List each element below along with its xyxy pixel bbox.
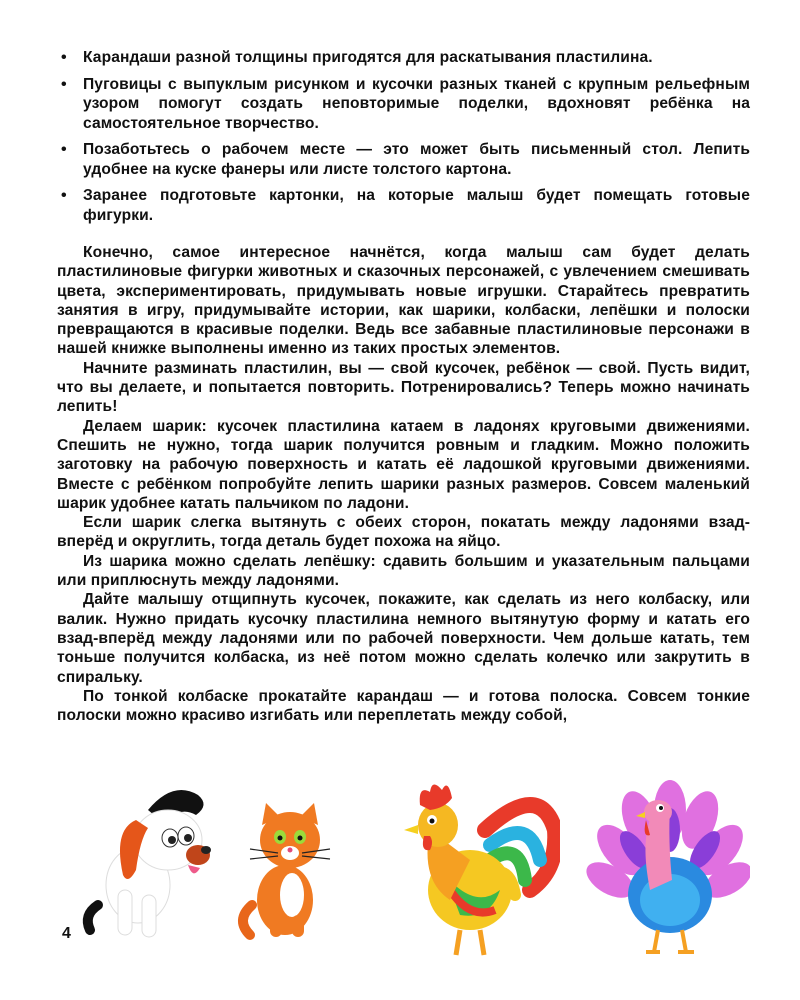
plasticine-cat-image [230,795,350,940]
paragraph: Делаем шарик: кусочек пластилина катаем в ладонях круговыми движениями. Спешить не нужно, тогда шарик получится ровным и гладким. Можно положить заготовку на рабочую поверхность и катать её ладошкой круговыми движениями. Вместе с ребёнком попробуйте лепить шарики разных размеров. Совсем маленький шарик удобнее катать пальчиком по ладони. [57,417,750,512]
page-text [57,48,750,725]
paragraph: Дайте малышу отщипнуть кусочек, покажите, как сделать из него колбаску, или валик. Нужно придать кусочку пластилина немного вытянутую форму и катать его взад-вперёд между ладонями или по рабочей поверхности. Чем дольше катать, тем тоньше получится колбаска, из неё потом можно сделать колечко или закрутить в спиральку. [57,591,750,686]
page-number: 4 [62,925,71,942]
list-item: • Заранее подготовьте картонки, на которые малыш будет помещать готовые фигурки. [57,186,750,225]
body-text [57,243,750,725]
plasticine-rooster-image [390,770,560,960]
plasticine-dog-image [78,780,228,940]
list-item: • Карандаши разной толщины пригодятся для раскатывания пластилина. [57,48,750,68]
plasticine-turkey-image [580,780,750,955]
paragraph: Если шарик слегка вытянуть с обеих сторон, покатать между ладонями взад-вперёд и округлить, тогда деталь будет похожа на яйцо. [57,514,750,551]
tips-list [57,48,750,225]
paragraph: Начните разминать пластилин, вы — свой кусочек, ребёнок — свой. Пусть видит, что вы делаете, и попытается повторить. Потренировались? Теперь можно начинать лепить! [57,359,750,416]
paragraph: Из шарика можно сделать лепёшку: сдавить большим и указательным пальцами или приплюснуть между ладонями. [57,552,750,590]
illustrations-row [60,770,760,970]
paragraph: Конечно, самое интересное начнётся, когда малыш сам будет делать пластилиновые фигурки животных и сказочных персонажей, с увлечением смешивать цвета, экспериментировать, придумывать новые игрушки. Старайтесь превратить занятия в игру, придумывайте истории, как шарики, колбаски, лепёшки и полоски превращаются в красивые поделки. Ведь все забавные пластилиновые персонажи в нашей книжке выполнены именно из таких простых элементов. [57,244,750,358]
paragraph: По тонкой колбаске прокатайте карандаш — и готова полоска. Совсем тонкие полоски можно красиво изгибать или переплетать между собой, [57,687,750,725]
list-item: • Позаботьтесь о рабочем месте — это может быть письменный стол. Лепить удобнее на куске фанеры или листе толстого картона. [57,140,750,179]
list-item: • Пуговицы с выпуклым рисунком и кусочки разных тканей с крупным рельефным узором помогут создать неповторимые поделки, вдохновят ребёнка на самостоятельное творчество. [57,75,750,134]
